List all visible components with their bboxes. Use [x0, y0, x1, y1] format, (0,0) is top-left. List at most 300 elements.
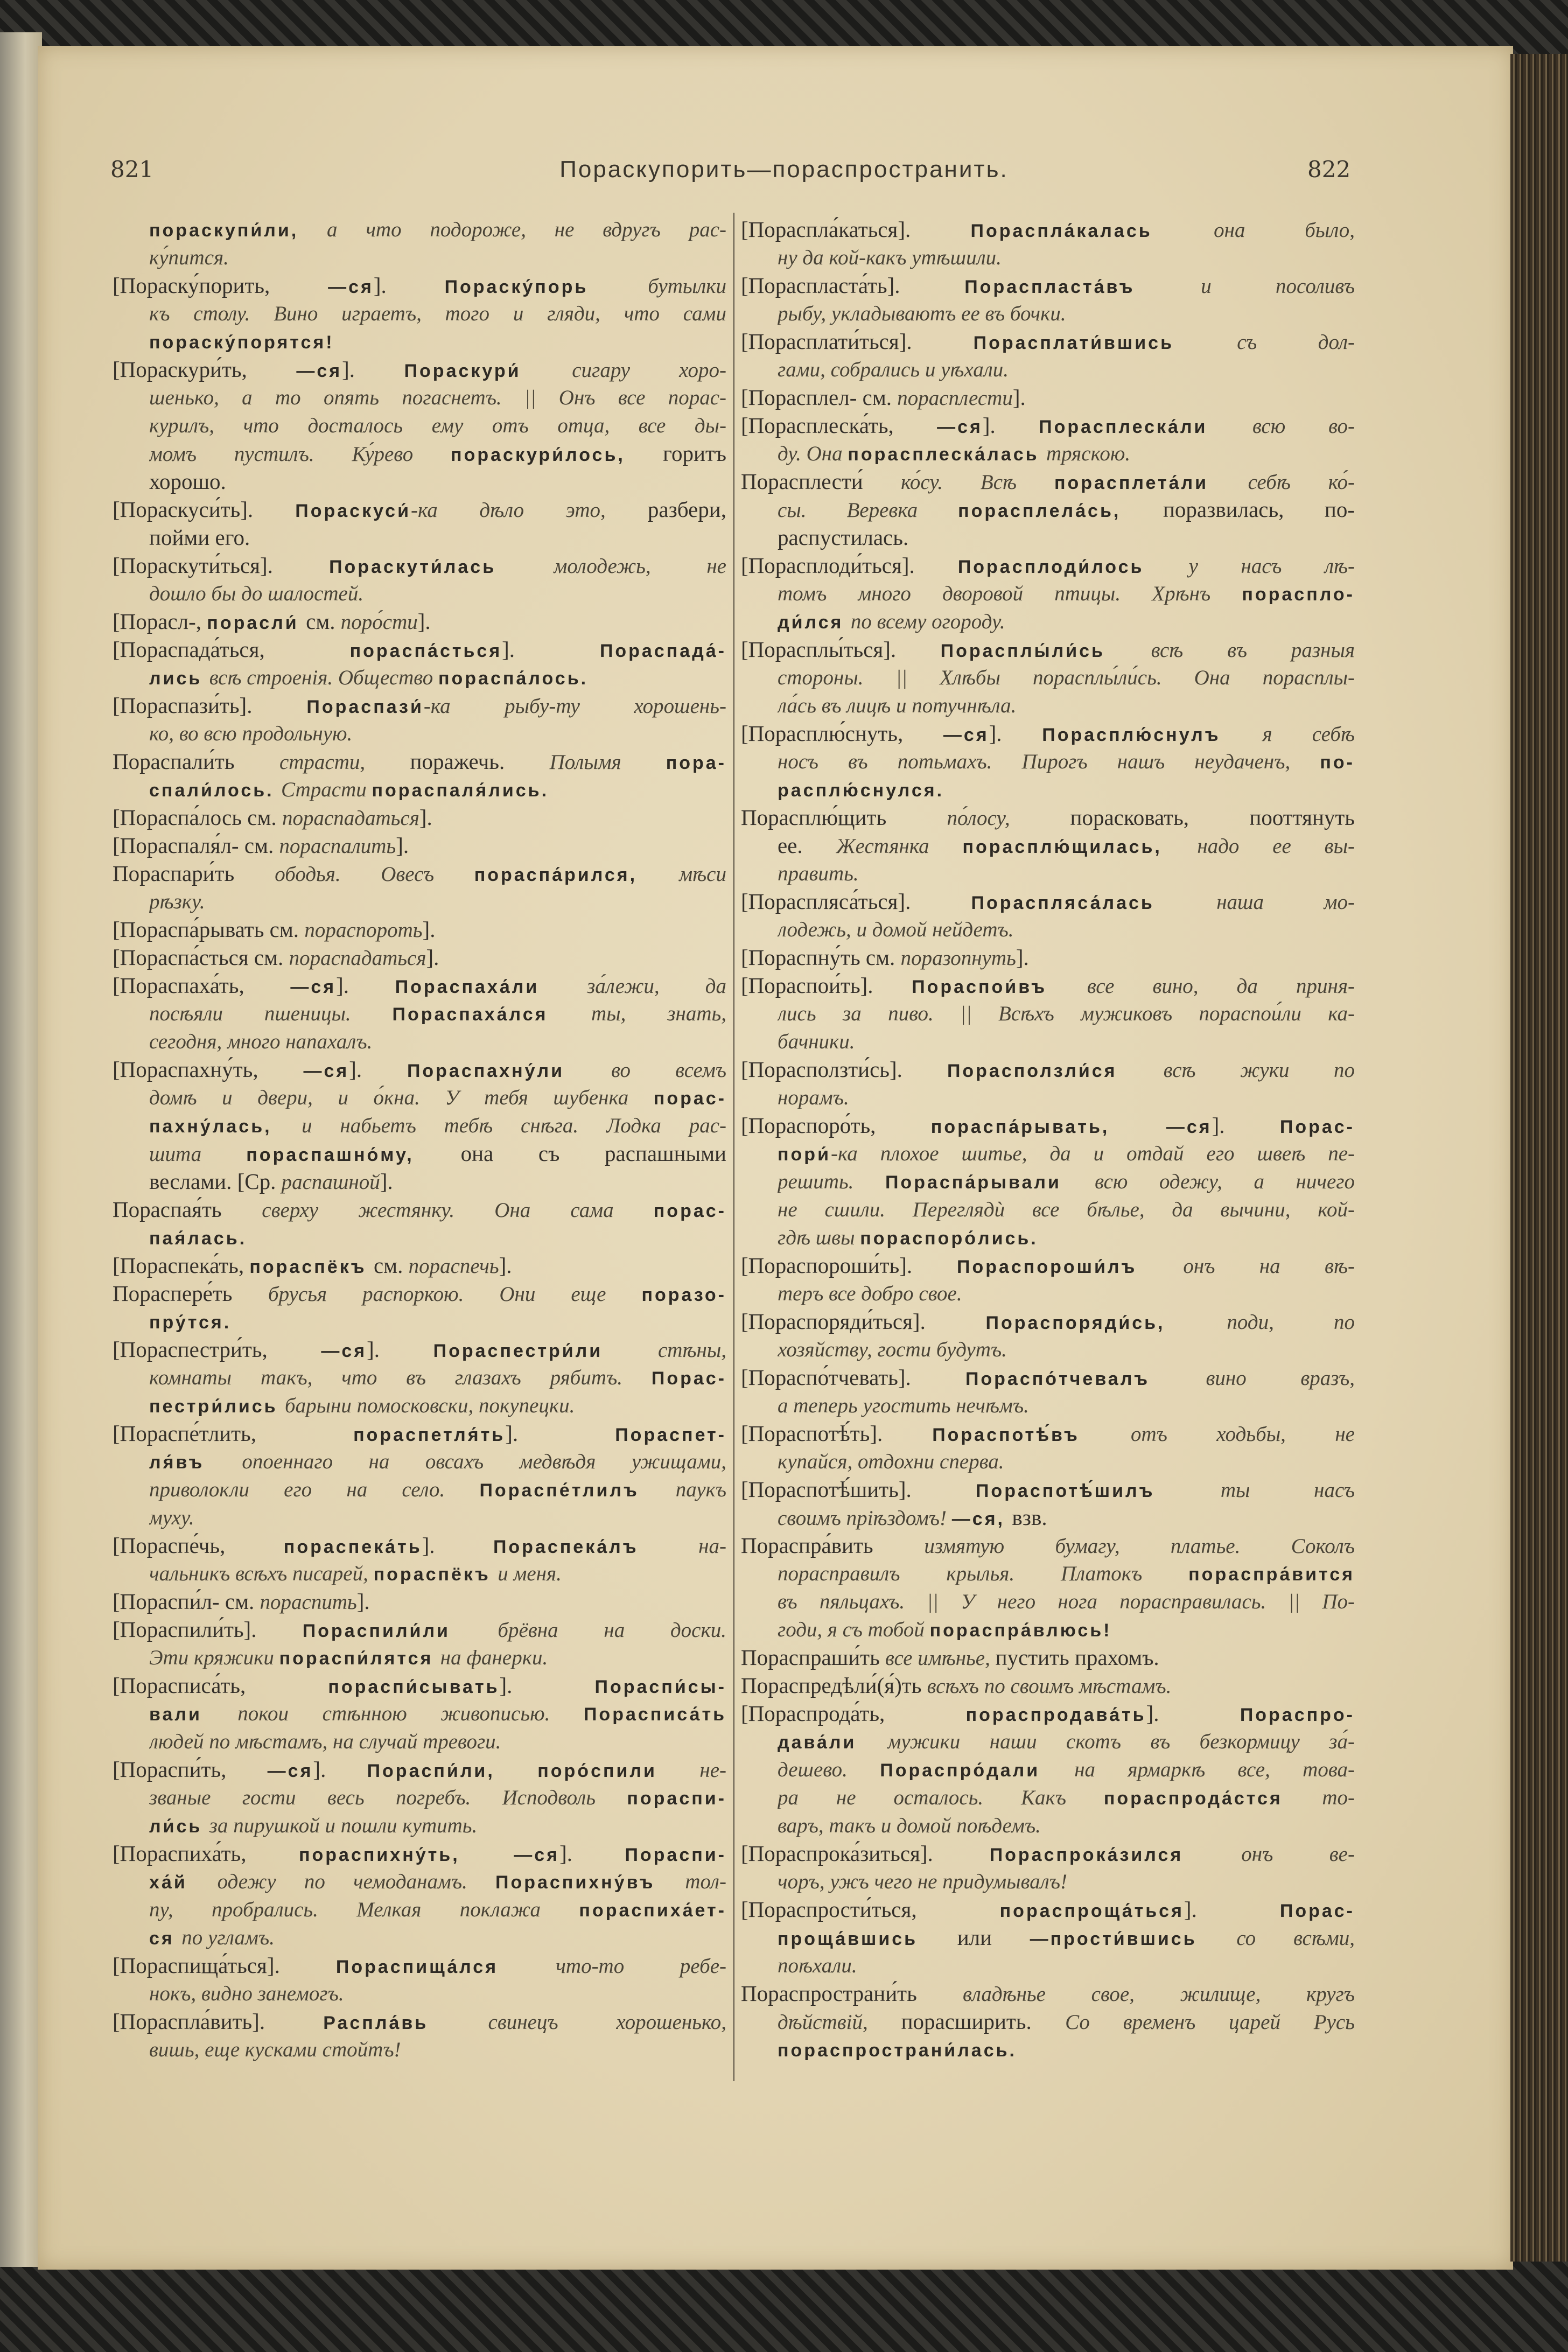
- derived-form: —ся: [321, 1341, 367, 1361]
- derived-form: Пораспороши́лъ: [957, 1257, 1184, 1277]
- text: ].: [499, 1673, 595, 1698]
- headword: [Пораспои́ть].: [741, 973, 912, 998]
- entry-continuation-line: [149, 1923, 726, 1951]
- example-italic: онъ на вѣ-: [1183, 1255, 1355, 1278]
- headword: Пораспространи́ть: [741, 1981, 963, 2006]
- text: ].: [422, 917, 436, 942]
- entry-continuation-line: [149, 1979, 726, 2007]
- text: ].: [426, 945, 439, 970]
- example-italic: во всемъ: [611, 1059, 726, 1082]
- headword: Пораспари́ть: [113, 861, 275, 886]
- example-italic: всю одежу, а ничего: [1095, 1170, 1355, 1193]
- example-italic: домѣ и двери, и о́кна. У тебя шубенка: [149, 1086, 654, 1109]
- entry-continuation-line: [778, 523, 1355, 551]
- headword: [Порасползти́сь].: [741, 1057, 947, 1082]
- derived-form: Пораскури́: [404, 361, 572, 381]
- derived-form: ди́лся: [778, 612, 851, 633]
- example-italic: Со временъ царей Русь: [1065, 2011, 1355, 2034]
- example-italic: паукъ: [675, 1478, 726, 1501]
- entry-continuation-line: [149, 383, 726, 411]
- derived-form: пори́: [778, 1144, 831, 1165]
- entry-continuation-line: [778, 1335, 1355, 1363]
- headword: [Порасплы́ться].: [741, 637, 941, 662]
- derived-form: пораспетля́ть: [353, 1425, 506, 1445]
- text: ].: [367, 1337, 433, 1362]
- entry-line: [113, 1419, 726, 1447]
- example-italic: посѣяли пшеницы.: [149, 1002, 393, 1025]
- example-italic: я себѣ: [1262, 723, 1355, 746]
- adjacent-page-edge: [0, 32, 42, 2267]
- example-italic: всѣ строенія. Общество: [209, 666, 438, 689]
- entry-line: [741, 1979, 1355, 2007]
- example-italic: дошло бы до шалостей.: [149, 582, 364, 605]
- text: ].: [502, 637, 600, 662]
- derived-form: Порас-: [651, 1368, 726, 1389]
- entry-continuation-line: [149, 887, 726, 915]
- entry-continuation-line: [778, 1139, 1355, 1167]
- derived-form: Порас-: [1279, 1901, 1355, 1921]
- headword: [Пораскуси́ть].: [113, 497, 296, 522]
- headword: Пораспая́ть: [113, 1197, 262, 1222]
- example-italic: ра не осталось. Какъ: [778, 1786, 1104, 1809]
- derived-form: Пораску́порь: [444, 277, 648, 297]
- entry-line: [113, 1195, 726, 1223]
- example-italic: за́лежи, да: [587, 975, 726, 998]
- derived-form: Порас-: [1279, 1117, 1355, 1137]
- entry-line: [113, 1531, 726, 1559]
- derived-form: пораспашно́му,: [246, 1145, 461, 1165]
- derived-form: пораспроща́ться: [999, 1901, 1184, 1921]
- example-italic: у насъ лѣ-: [1188, 555, 1355, 578]
- entry-continuation-line: [149, 1223, 726, 1251]
- example-italic: ты, знать,: [591, 1002, 726, 1025]
- headword: [Порасплеска́ть,: [741, 413, 937, 438]
- entry-continuation-line: [778, 2035, 1355, 2063]
- derived-form: пораспродава́ть: [965, 1705, 1146, 1725]
- derived-form: лись: [149, 668, 209, 689]
- example-italic: всѣхъ по своимъ мѣстамъ.: [927, 1675, 1172, 1698]
- example-italic: Эти кряжики: [149, 1646, 279, 1669]
- headword: [Порасплю́снуть,: [741, 721, 943, 746]
- example-italic: стороны. || Хлѣбы порасплы́ли́сь. Она порасплы-: [778, 666, 1355, 689]
- example-italic: распашной: [281, 1171, 380, 1194]
- entry-line: [741, 551, 1355, 579]
- derived-form: Порасплы́ли́сь: [940, 641, 1151, 661]
- derived-form: пораспёкъ: [373, 1564, 498, 1585]
- derived-form: Пораспои́въ: [912, 977, 1087, 997]
- derived-form: пораспра́вится: [1188, 1564, 1355, 1585]
- headword: [Порасплел- см.: [741, 385, 898, 410]
- example-italic: томъ много дворовой птицы. Хрѣнъ: [778, 582, 1242, 605]
- example-italic: всѣ въ разныя: [1151, 639, 1355, 662]
- entry-continuation-line: [778, 1195, 1355, 1223]
- entry-continuation-line: [149, 439, 726, 467]
- derived-form: пораску́порятся!: [149, 332, 334, 353]
- example-italic: пораспить: [260, 1591, 357, 1614]
- derived-form: пораскури́лось,: [451, 445, 625, 465]
- example-italic: момъ пустилъ. Ку́рево: [149, 443, 451, 466]
- derived-form: Пораскуси́: [295, 501, 411, 521]
- derived-form: порасли́: [207, 613, 306, 633]
- headword: [Пораспестри́ть,: [113, 1337, 321, 1362]
- derived-form: расплю́снулся.: [778, 780, 944, 801]
- example-italic: пораспадаться: [289, 947, 426, 970]
- example-italic: и посоливъ: [1201, 275, 1355, 298]
- text: разбери,: [605, 497, 726, 522]
- entry-line: [741, 383, 1355, 411]
- example-italic: поро́сти: [340, 611, 418, 634]
- entry-line: [741, 1111, 1355, 1139]
- entry-continuation-line: [149, 1083, 726, 1111]
- entry-line: [113, 1587, 726, 1615]
- headword: [Пораспе́чь,: [113, 1533, 284, 1558]
- headword: [Пораспада́ться,: [113, 637, 350, 662]
- example-italic: Жестянка: [836, 835, 963, 858]
- example-italic: по всему огороду.: [850, 610, 1005, 633]
- entry-continuation-line: [778, 663, 1355, 691]
- entry-line: [113, 1335, 726, 1363]
- entry-continuation-line: [149, 1811, 726, 1839]
- text: порасковать, пооттянуть: [1070, 805, 1355, 830]
- derived-form: Порасплати́вшись: [973, 333, 1237, 353]
- entry-continuation-line: [778, 243, 1355, 271]
- text: взв.: [1012, 1505, 1047, 1530]
- example-italic: вишь, еще кусками стойтъ!: [149, 2038, 401, 2061]
- entry-continuation-line: [149, 663, 726, 691]
- derived-form: пораскупи́ли,: [149, 220, 299, 241]
- headword: [Пораспоро́ть,: [741, 1113, 931, 1138]
- example-italic: по угламъ.: [181, 1926, 275, 1949]
- entry-line: [741, 1671, 1355, 1699]
- example-italic: рѣзку.: [149, 890, 205, 913]
- entry-continuation-line: [149, 1447, 726, 1475]
- example-italic: не сшили. Переглядѝ все бѣлье, да вычини, кой-: [778, 1198, 1355, 1221]
- entry-line: [741, 271, 1355, 299]
- example-italic: ко́су. Всѣ: [901, 471, 1054, 494]
- headword: [Пораспа́сться см.: [113, 945, 289, 970]
- derived-form: Пораспро́дали: [880, 1760, 1075, 1781]
- text: ].: [380, 1169, 393, 1194]
- entry-continuation-line: [778, 1587, 1355, 1615]
- entry-line: [741, 635, 1355, 663]
- entry-line: [741, 971, 1355, 999]
- text: ].: [336, 973, 395, 998]
- derived-form: Пораспрока́зился: [989, 1845, 1242, 1865]
- entry-continuation-line: [149, 299, 726, 327]
- derived-form: пора-: [666, 753, 726, 773]
- example-italic: все вино, да приня-: [1087, 975, 1355, 998]
- headword: [Пораспа́лось см.: [113, 805, 282, 830]
- example-italic: сверху жестянку. Она сама: [262, 1199, 654, 1222]
- derived-form: пораспаля́лись.: [372, 780, 549, 801]
- example-italic: тряскою.: [1046, 442, 1131, 465]
- headword: [Пораспази́ть].: [113, 693, 307, 718]
- derived-form: пораспа́сться: [349, 641, 502, 661]
- derived-form: Порасплоди́лось: [957, 557, 1189, 577]
- entry-line: [113, 495, 726, 523]
- entry-continuation-line: [149, 1027, 726, 1055]
- headword: [Пораспо́тчевать].: [741, 1365, 965, 1390]
- derived-form: пестри́лись: [149, 1396, 285, 1417]
- derived-form: пораспрода́стся: [1103, 1788, 1322, 1809]
- example-italic: лись за пиво. || Всѣхъ мужиковъ пораспои́ли ка-: [778, 1002, 1355, 1025]
- example-italic: годи, я съ тобой: [778, 1618, 930, 1641]
- example-italic: брусья распоркою. Они еще: [268, 1283, 642, 1306]
- text: ].: [419, 805, 432, 830]
- entry-continuation-line: [778, 1811, 1355, 1839]
- entry-line: [113, 803, 726, 831]
- entry-continuation-line: [149, 1139, 726, 1167]
- entry-line: [113, 1615, 726, 1643]
- derived-form: Пораспада́-: [599, 641, 726, 661]
- derived-form: порасплю́щилась,: [962, 837, 1198, 857]
- entry-continuation-line: [778, 579, 1355, 607]
- example-italic: людей по мѣстамъ, на случай тревоги.: [149, 1730, 501, 1753]
- example-italic: сы. Веревка: [778, 499, 958, 522]
- entry-line: [741, 215, 1355, 243]
- example-italic: курилъ, что досталось ему отъ отца, все ды-: [149, 414, 726, 437]
- text: ].: [989, 721, 1042, 746]
- example-italic: надо ее вы-: [1197, 835, 1355, 858]
- example-italic: владѣнье свое, жилище, кругъ: [962, 1983, 1355, 2006]
- entry-line: [113, 915, 726, 943]
- example-italic: все имѣнье,: [885, 1647, 996, 1670]
- derived-form: пораспихну́ть, —ся: [298, 1845, 560, 1865]
- entry-continuation-line: [778, 831, 1355, 859]
- entry-line: [113, 355, 726, 383]
- example-italic: мужики наши скотъ въ безкормицу за́-: [887, 1730, 1355, 1753]
- example-italic: не-: [699, 1759, 726, 1782]
- text: поражечь.: [365, 749, 550, 774]
- entry-continuation-line: [149, 411, 726, 439]
- derived-form: пораспа́лось.: [438, 668, 589, 689]
- headword: [Порасплоди́ться].: [741, 553, 958, 578]
- example-italic: чоръ, ужъ чего не придумывалъ!: [778, 1870, 1067, 1893]
- entry-continuation-line: [778, 1167, 1355, 1195]
- example-italic: рыбу, укладываютъ ее въ бочки.: [778, 302, 1066, 325]
- entry-continuation-line: [149, 467, 726, 495]
- derived-form: Пораспет-: [615, 1425, 726, 1445]
- example-italic: съ дол-: [1237, 331, 1355, 354]
- text: ].: [349, 1057, 407, 1082]
- text: распустилась.: [778, 525, 909, 550]
- example-italic: ку́пится.: [149, 246, 229, 269]
- entry-continuation-line: [778, 299, 1355, 327]
- example-italic: пораспороть: [304, 919, 423, 942]
- entry-continuation-line: [149, 1699, 726, 1727]
- derived-form: —ся: [296, 361, 342, 381]
- text: ].: [373, 273, 445, 298]
- example-italic: поѣхали.: [778, 1954, 857, 1977]
- entry-continuation-line: [778, 1279, 1355, 1307]
- example-italic: на-: [698, 1535, 726, 1558]
- entry-continuation-line: [149, 215, 726, 243]
- example-italic: за пирушкой и пошли кутить.: [209, 1814, 478, 1837]
- example-italic: теръ все добро свое.: [778, 1282, 962, 1305]
- entry-line: [741, 943, 1355, 971]
- derived-form: по-: [1320, 752, 1355, 773]
- example-italic: и меня.: [498, 1562, 562, 1585]
- text: см.: [306, 609, 341, 634]
- example-italic: -ка рыбу-ту хорошень-: [423, 695, 726, 718]
- headword: Пораспра́вить: [741, 1533, 925, 1558]
- example-italic: одежу по чемоданамъ.: [217, 1870, 496, 1893]
- headword: Пораспали́ть: [113, 749, 279, 774]
- entry-continuation-line: [149, 1783, 726, 1811]
- derived-form: Пораспла́калась: [970, 221, 1214, 241]
- example-italic: и набьетъ тебѣ снѣга. Лодка рас-: [302, 1114, 726, 1137]
- headword: [Пораспляса́ться].: [741, 889, 971, 914]
- example-italic: -ка дѣло это,: [410, 499, 606, 522]
- derived-form: пораспа́рился,: [474, 865, 680, 885]
- derived-form: Порасписа́ть: [583, 1704, 726, 1725]
- entry-continuation-line: [149, 327, 726, 355]
- headword: [Порасписа́ть,: [113, 1673, 328, 1698]
- entry-continuation-line: [778, 915, 1355, 943]
- entry-line: [741, 411, 1355, 439]
- derived-form: ля́въ: [149, 1452, 242, 1473]
- example-italic: вино вразъ,: [1206, 1367, 1355, 1390]
- headword: [Пораспрода́ть,: [741, 1701, 966, 1726]
- page-number-left: 821: [110, 156, 154, 183]
- entry-line: [741, 1895, 1355, 1923]
- entry-continuation-line: [778, 1559, 1355, 1587]
- derived-form: Пораспоряди́сь,: [985, 1313, 1227, 1333]
- text: веслами. [Ср.: [149, 1169, 282, 1194]
- derived-form: —ся: [267, 1761, 313, 1781]
- entry-continuation-line: [778, 1727, 1355, 1755]
- entry-line: [741, 1643, 1355, 1671]
- text: ].: [559, 1841, 625, 1866]
- text: ].: [1184, 1897, 1280, 1922]
- example-italic: онъ ве-: [1241, 1843, 1355, 1866]
- example-italic: лодежь, и домой нейдетъ.: [778, 918, 1014, 941]
- derived-form: Пораспляса́лась: [971, 893, 1217, 913]
- text: ].: [356, 1589, 370, 1614]
- derived-form: пораспека́ть: [283, 1537, 422, 1557]
- entry-line: [741, 719, 1355, 747]
- entry-continuation-line: [149, 1111, 726, 1139]
- derived-form: —ся: [303, 1061, 349, 1081]
- example-italic: брёвна на доски.: [498, 1619, 726, 1642]
- example-italic: нокъ, видно занемогъ.: [149, 1982, 344, 2005]
- example-italic: на ярмаркѣ все, това-: [1074, 1758, 1355, 1781]
- derived-form: ли́сь: [149, 1816, 209, 1837]
- entry-continuation-line: [778, 355, 1355, 383]
- example-italic: по́лосу,: [947, 807, 1070, 830]
- derived-form: пораспа́рывать, —ся: [930, 1117, 1212, 1137]
- derived-form: Распла́вь: [323, 2013, 488, 2033]
- headword: Порасплю́щить: [741, 805, 947, 830]
- example-italic: на фанерки.: [440, 1646, 548, 1669]
- text: ].: [1146, 1701, 1240, 1726]
- example-italic: своимъ пріѣздомъ!: [778, 1507, 952, 1530]
- example-italic: порасправилъ крылья. Платокъ: [778, 1562, 1189, 1585]
- entry-line: [741, 1419, 1355, 1447]
- example-italic: хозяйству, гости будутъ.: [778, 1338, 1007, 1361]
- derived-form: пораспиха́ет-: [579, 1900, 726, 1921]
- derived-form: пораспоро́лись.: [860, 1228, 1038, 1249]
- example-italic: норамъ.: [778, 1086, 849, 1109]
- derived-form: Пораскути́лась: [329, 557, 554, 577]
- text: хорошо.: [149, 469, 226, 494]
- entry-continuation-line: [149, 1643, 726, 1671]
- text: ].: [313, 1757, 367, 1782]
- derived-form: поразо-: [641, 1285, 726, 1305]
- derived-form: Пораспотѣ́шилъ: [975, 1481, 1221, 1501]
- headword: [Пораспахну́ть,: [113, 1057, 304, 1082]
- entry-continuation-line: [149, 719, 726, 747]
- derived-form: порасплела́сь,: [958, 501, 1163, 521]
- headword: [Пораскути́ться].: [113, 553, 330, 578]
- headword: [Пораспили́ть].: [113, 1617, 303, 1642]
- entry-continuation-line: [149, 1307, 726, 1335]
- entry-line: [741, 1363, 1355, 1391]
- entry-continuation-line: [149, 1391, 726, 1419]
- text: ].: [1012, 385, 1026, 410]
- example-italic: а что подороже, не вдругъ рас-: [298, 218, 726, 241]
- text: ].: [1016, 945, 1029, 970]
- example-italic: комнаты такъ, что въ глазахъ рябитъ.: [149, 1366, 652, 1389]
- derived-form: порас-: [653, 1201, 726, 1221]
- text: она съ распашными: [460, 1141, 726, 1166]
- entry-continuation-line: [149, 243, 726, 271]
- headword: [Порaспла́каться].: [741, 217, 971, 242]
- example-italic: муху.: [149, 1506, 194, 1529]
- derived-form: дава́ли: [778, 1732, 888, 1753]
- text: горитъ: [625, 441, 726, 466]
- entry-continuation-line: [149, 775, 726, 803]
- entry-continuation-line: [778, 747, 1355, 775]
- text: порасширить.: [901, 2009, 1066, 2034]
- example-italic: шенько, а то опять погаснетъ. || Онъ все порас-: [149, 386, 726, 409]
- derived-form: —прости́вшись: [1030, 1929, 1237, 1949]
- derived-form: вали: [149, 1704, 238, 1725]
- derived-form: Пораспи-: [625, 1845, 726, 1865]
- example-italic: ду. Она: [778, 442, 848, 465]
- entry-continuation-line: [778, 1867, 1355, 1895]
- text: поразвилась, по-: [1163, 497, 1355, 522]
- entry-line: [113, 271, 726, 299]
- example-italic: въ пяльцахъ. || У него нога порасправилась. || По-: [778, 1590, 1355, 1613]
- entry-continuation-line: [149, 1503, 726, 1531]
- entry-line: [113, 1671, 726, 1699]
- derived-form: порасплеска́лась: [848, 444, 1046, 465]
- example-italic: бачники.: [778, 1030, 855, 1053]
- headword: [Пораспласта́ть].: [741, 273, 965, 298]
- example-italic: Полымя: [549, 751, 666, 774]
- entry-continuation-line: [149, 1867, 726, 1895]
- derived-form: Пораспро-: [1240, 1705, 1355, 1725]
- headword: Пораспере́ть: [113, 1281, 268, 1306]
- example-italic: сигару хоро-: [572, 359, 726, 382]
- example-italic: наша мо-: [1216, 891, 1355, 914]
- derived-form: —ся: [290, 977, 337, 997]
- example-italic: пораспалить: [279, 835, 396, 858]
- text: пустить прахомъ.: [995, 1645, 1159, 1670]
- entry-line: [113, 551, 726, 579]
- entry-line: [741, 1055, 1355, 1083]
- derived-form: Пораспотѣ́въ: [932, 1425, 1131, 1445]
- example-italic: опоеннаго на овсахъ медвѣдя ужищами,: [242, 1450, 726, 1473]
- example-italic: дешево.: [778, 1758, 880, 1781]
- entry-line: [741, 1251, 1355, 1279]
- entry-line: [741, 1307, 1355, 1335]
- entry-continuation-line: [778, 2007, 1355, 2035]
- entry-line: [741, 1839, 1355, 1867]
- example-italic: она было,: [1214, 219, 1355, 242]
- entry-continuation-line: [778, 1503, 1355, 1531]
